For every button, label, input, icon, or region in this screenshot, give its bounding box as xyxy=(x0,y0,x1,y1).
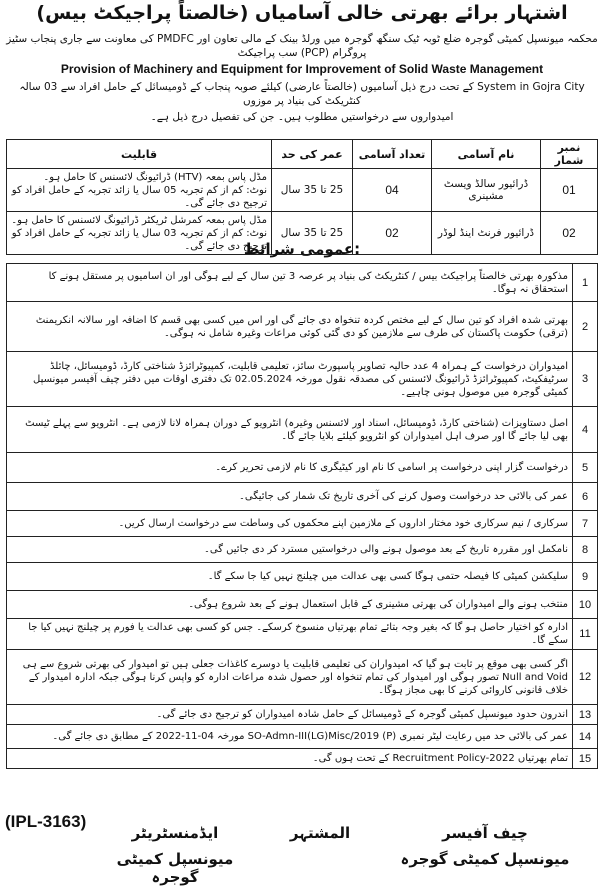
condition-number: 6 xyxy=(573,483,598,511)
vacancies-table xyxy=(6,139,598,255)
condition-row xyxy=(7,352,598,407)
serial-cell: 02 xyxy=(541,212,598,255)
qualification-cell xyxy=(7,169,272,212)
count-cell: 02 xyxy=(353,212,432,255)
condition-text: امیدواران درخواست کے ہمراہ 4 عدد حالیہ تصاویر پاسپورٹ سائز، تعلیمی قابلیت، کمپیوٹرائزڈ شناختی کارڈ، ڈومیسائل، چائلڈ سرٹیفکیٹ، کمپیوٹرائزڈ ڈرائیونگ لائسنس کی مصدقہ نقول مورخہ 02.05.2024 تک دفتری اوقات میں دفتر چیف آفیسر میونسپل کمیٹی گوجرہ میں موصول ہونی چاہیے۔ xyxy=(7,352,573,407)
condition-row xyxy=(7,483,598,511)
condition-row xyxy=(7,619,598,650)
condition-row xyxy=(7,725,598,749)
condition-number: 8 xyxy=(573,537,598,563)
conditions-table xyxy=(6,263,598,769)
condition-number: 9 xyxy=(573,563,598,591)
condition-row xyxy=(7,749,598,769)
signature-right-office: میونسپل کمیٹی گوجرہ xyxy=(400,850,570,868)
condition-row xyxy=(7,563,598,591)
signature-right-title: چیف آفیسر xyxy=(442,824,528,842)
condition-text: عمر کی بالائی حد میں رعایت لیٹر نمبری SO-Admn-III(LG)Misc/2019 (P) مورخہ 04-11-2022 کے مطابق دی جائے گی۔ xyxy=(7,725,573,749)
condition-text: اندرون حدود میونسپل کمیٹی گوجرہ کے ڈومیسائل کے حامل شادہ امیدواران کو ترجیح دی جائے گی۔ xyxy=(7,705,573,725)
ipl-code: (IPL-3163) xyxy=(5,812,87,831)
condition-number: 11 xyxy=(573,619,598,650)
intro-line-3: System in Gojra City کے تحت درج ذیل آسامیوں (خالصتاً عارضی) کیلئے صوبہ پنجاب کے ڈومیسائل کے حامل افراد سے 03 سالہ کنٹریکٹ کی بنیاد پر موزوں xyxy=(19,81,585,107)
condition-row xyxy=(7,537,598,563)
qualification-text: مڈل پاس بمعہ (HTV) ڈرائیونگ لائسنس کا حامل ہو۔ xyxy=(43,171,267,183)
condition-number: 15 xyxy=(573,749,598,769)
post-cell: ڈرائیور فرنٹ اینڈ لوڈر xyxy=(432,212,541,255)
header-serial: نمبر شمار xyxy=(541,140,598,169)
post-cell: ڈرائیور سالڈ ویسٹ مشینری xyxy=(432,169,541,212)
condition-number: 1 xyxy=(573,264,598,302)
condition-number: 2 xyxy=(573,302,598,352)
condition-text: بھرتی شدہ افراد کو تین سال کے لیے مختص کردہ تنخواہ دی جائے گی اور اس میں کسی بھی قسم کا اضافہ اور سالانہ انکریمنٹ (ترقی) حکومت پاکستان کی طرف سے ملازمین کو دی گئی کوئی مراعات وغیرہ شامل نہ ہوگی۔ xyxy=(7,302,573,352)
condition-number: 5 xyxy=(573,453,598,483)
condition-number: 13 xyxy=(573,705,598,725)
intro-line-2 xyxy=(6,62,598,77)
intro-line-1: محکمہ میونسپل کمیٹی گوجرہ ضلع ٹوبہ ٹیک سنگھ گوجرہ میں ورلڈ بینک کے مالی تعاون اور PMDFC کی معاونت سے جاری پنجاب سٹیز پروگرام (PCP) سب پراجیکٹ xyxy=(6,33,598,59)
condition-text: منتخب ہونے والے امیدواران کی بھرتی مشینری کے قابل استعمال ہونے کے بعد شروع ہوگی۔ xyxy=(7,591,573,619)
header-age: عمر کی حد xyxy=(272,140,353,169)
advertisement-title: اشتہار برائے بھرتی خالی آسامیاں (خالصتاً پراجیکٹ بیس) xyxy=(36,2,568,24)
condition-number: 3 xyxy=(573,352,598,407)
condition-row xyxy=(7,302,598,352)
qualification-note: نوٹ: کم از کم تجربہ 05 سال یا زائد تجربہ کے حامل افراد کو ترجیح دی جائے گی۔ xyxy=(11,184,267,209)
condition-row xyxy=(7,407,598,453)
condition-text: اگر کسی بھی موقع پر ثابت ہو گیا کہ امیدواران کی تعلیمی قابلیت یا دوسرے کاغذات جعلی ہیں تو امیدوار کی بھرتی شروع سے ہی Null and Void تصور ہوگی اور امیدوار کی تمام تنخواہ اور حصول شدہ مراعات ادارہ کو واپس کرنا ہوگی جبکہ ادارہ امیدوار کے خلاف قانونی کاروائی کرنے کا بھی مجاز ہوگا۔ xyxy=(7,650,573,705)
vacancies-header-row xyxy=(7,140,598,169)
condition-number: 12 xyxy=(573,650,598,705)
condition-text: اصل دستاویزات (شناختی کارڈ، ڈومیسائل، اسناد اور لائسنس وغیرہ) انٹرویو کے دوران ہمراہ لانا لازمی ہے۔ انٹرویو سے پہلے ٹیسٹ بھی لیا جائے گا اور صرف اہل امیدواران کو انٹرویو کیلئے بلایا جائے گا۔ xyxy=(7,407,573,453)
header-count: تعداد آسامی xyxy=(353,140,432,169)
signature-left-office: میونسپل کمیٹی گوجرہ xyxy=(116,850,234,886)
qualification-note: نوٹ: کم از کم تجربہ 03 سال یا زائد تجربہ کے حامل افراد کو ترجیح دی جائے گی۔ xyxy=(11,227,267,252)
condition-text: عمر کی بالائی حد درخواست وصول کرنے کی آخری تاریخ تک شمار کی جائیگی۔ xyxy=(7,483,573,511)
condition-row xyxy=(7,511,598,537)
condition-row xyxy=(7,650,598,705)
qualification-text: مڈل پاس بمعہ کمرشل ٹریکٹر ڈرائیونگ لائسنس کا حامل ہو۔ xyxy=(11,214,267,226)
condition-number: 4 xyxy=(573,407,598,453)
condition-number: 14 xyxy=(573,725,598,749)
advertiser-label: المشتہر xyxy=(289,824,351,842)
condition-text: ادارہ کو اختیار حاصل ہو گا کہ بغیر وجہ بتائے تمام بھرتیاں منسوخ کرسکے۔ جس کو کسی بھی عدالت یا فورم پر چیلنج نہیں کیا جا سکے گا۔ xyxy=(7,619,573,650)
condition-text: سلیکشن کمیٹی کا فیصلہ حتمی ہوگا کسی بھی عدالت میں چیلنج نہیں کیا جا سکے گا۔ xyxy=(7,563,573,591)
age-cell: 25 تا 35 سال xyxy=(272,212,353,255)
count-cell: 04 xyxy=(353,169,432,212)
condition-text: سرکاری / نیم سرکاری خود مختار اداروں کے ملازمین اپنے محکموں کی وساطت سے درخواست ارسال کریں۔ xyxy=(7,511,573,537)
condition-row xyxy=(7,264,598,302)
project-name-english: Provision of Machinery and Equipment for Improvement of Solid Waste Management xyxy=(60,62,544,76)
intro-line-4: امیدواروں سے درخواستیں مطلوب ہیں۔ جن کی تفصیل درج ذیل ہے۔ xyxy=(150,111,454,123)
table-row xyxy=(7,169,598,212)
condition-row xyxy=(7,705,598,725)
conditions-heading: عمومی شرائط: xyxy=(243,240,361,258)
serial-cell: 01 xyxy=(541,169,598,212)
condition-text: نامکمل اور مقررہ تاریخ کے بعد موصول ہونے والی درخواستیں مسترد کر دی جائیں گی۔ xyxy=(7,537,573,563)
signature-left-title: ایڈمنسٹریٹر xyxy=(131,824,219,842)
condition-number: 7 xyxy=(573,511,598,537)
condition-row xyxy=(7,453,598,483)
condition-text: درخواست گزار اپنی درخواست پر اسامی کا نام اور کیٹیگری کا نام لازمی تحریر کرے۔ xyxy=(7,453,573,483)
header-qualification: قابلیت xyxy=(7,140,272,169)
condition-row xyxy=(7,591,598,619)
condition-text: مذکورہ بھرتی خالصتاً پراجیکٹ بیس / کنٹریکٹ کی بنیاد پر عرصہ 3 تین سال کے لیے ہوگی اور ان اسامیوں پر مستقل ہونے کا استحقاق نہ ہوگا۔ xyxy=(7,264,573,302)
condition-number: 10 xyxy=(573,591,598,619)
condition-text: تمام بھرتیاں Recruitment Policy-2022 کے تحت ہوں گی۔ xyxy=(7,749,573,769)
header-post: نام آسامی xyxy=(432,140,541,169)
age-cell: 25 تا 35 سال xyxy=(272,169,353,212)
